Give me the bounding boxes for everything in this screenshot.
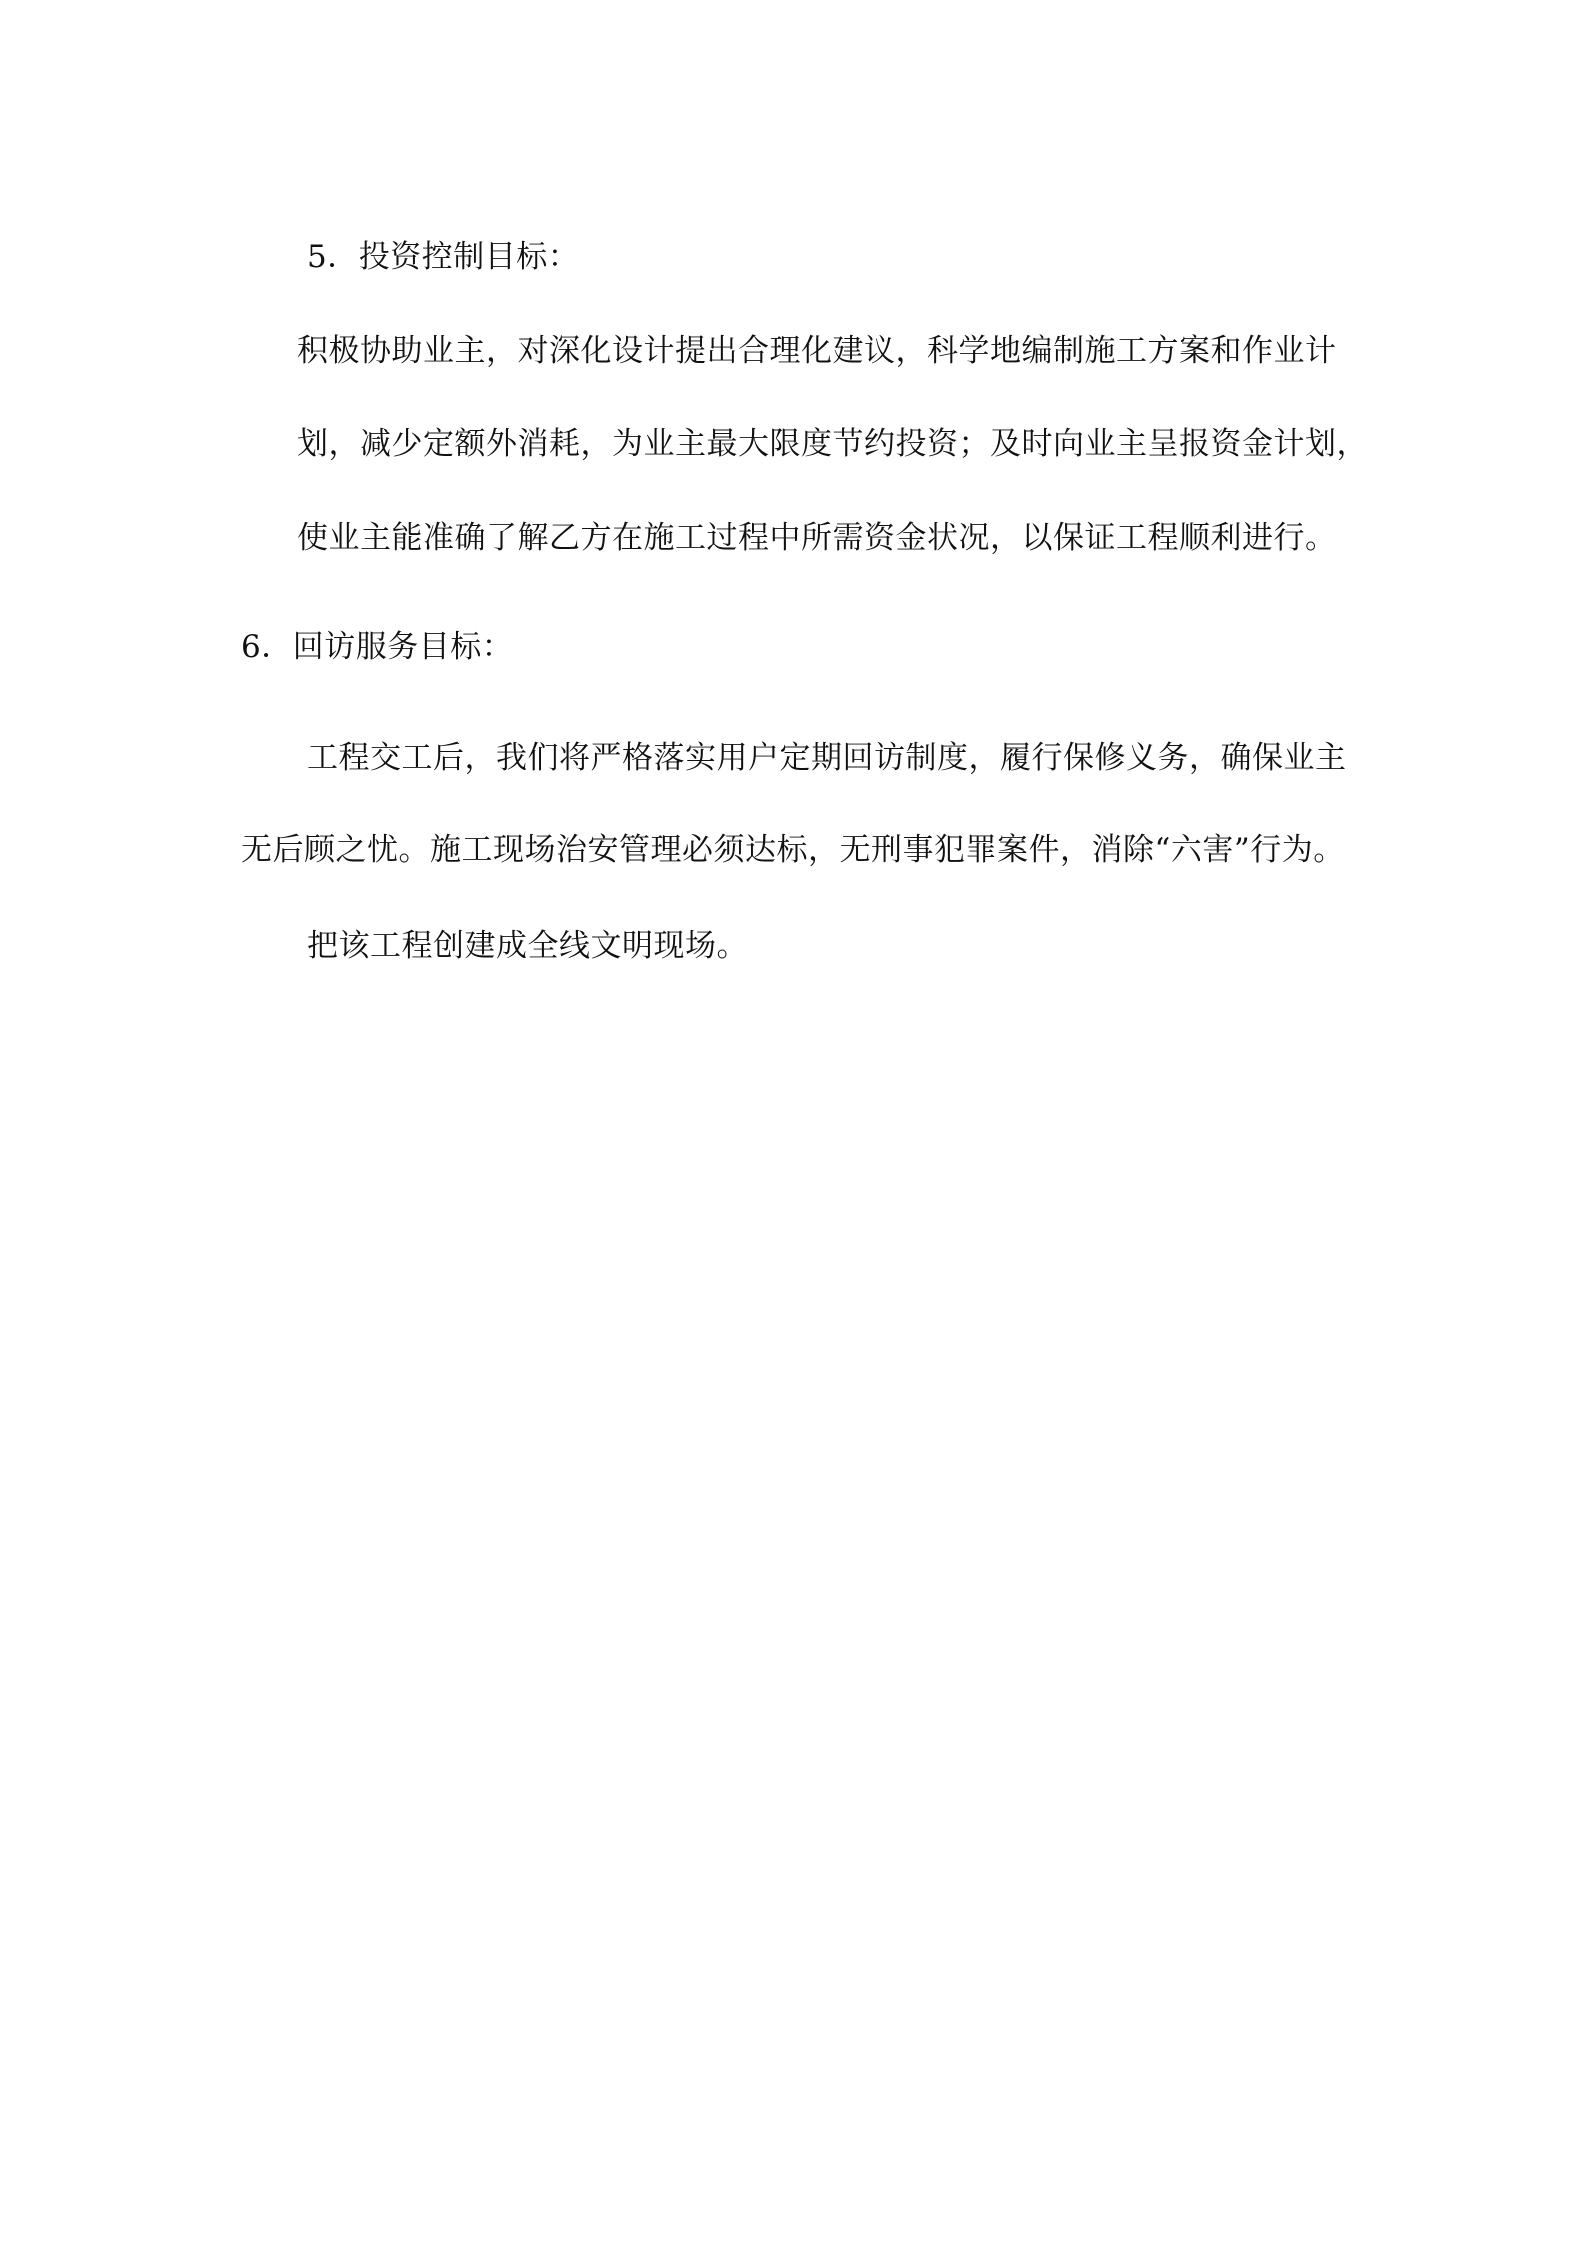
- section-6-line-2: 无后顾之忧。施工现场治安管理必须达标，无刑事犯罪案件，消除“六害”行为。: [241, 832, 1345, 868]
- section-6-heading: 6．回访服务目标：: [241, 629, 514, 665]
- section-6-line-3: 把该工程创建成全线文明现场。: [307, 928, 748, 964]
- section-5-line-3: 使业主能准确了解乙方在施工过程中所需资金状况，以保证工程顺利进行。: [297, 520, 1337, 556]
- section-6-line-1: 工程交工后，我们将严格落实用户定期回访制度，履行保修义务，确保业主: [307, 740, 1347, 776]
- section-5-line-2: 划，减少定额外消耗，为业主最大限度节约投资；及时向业主呈报资金计划，: [297, 426, 1368, 462]
- section-5-line-1: 积极协助业主，对深化设计提出合理化建议，科学地编制施工方案和作业计: [297, 333, 1337, 369]
- section-5-heading: 5．投资控制目标：: [307, 239, 580, 275]
